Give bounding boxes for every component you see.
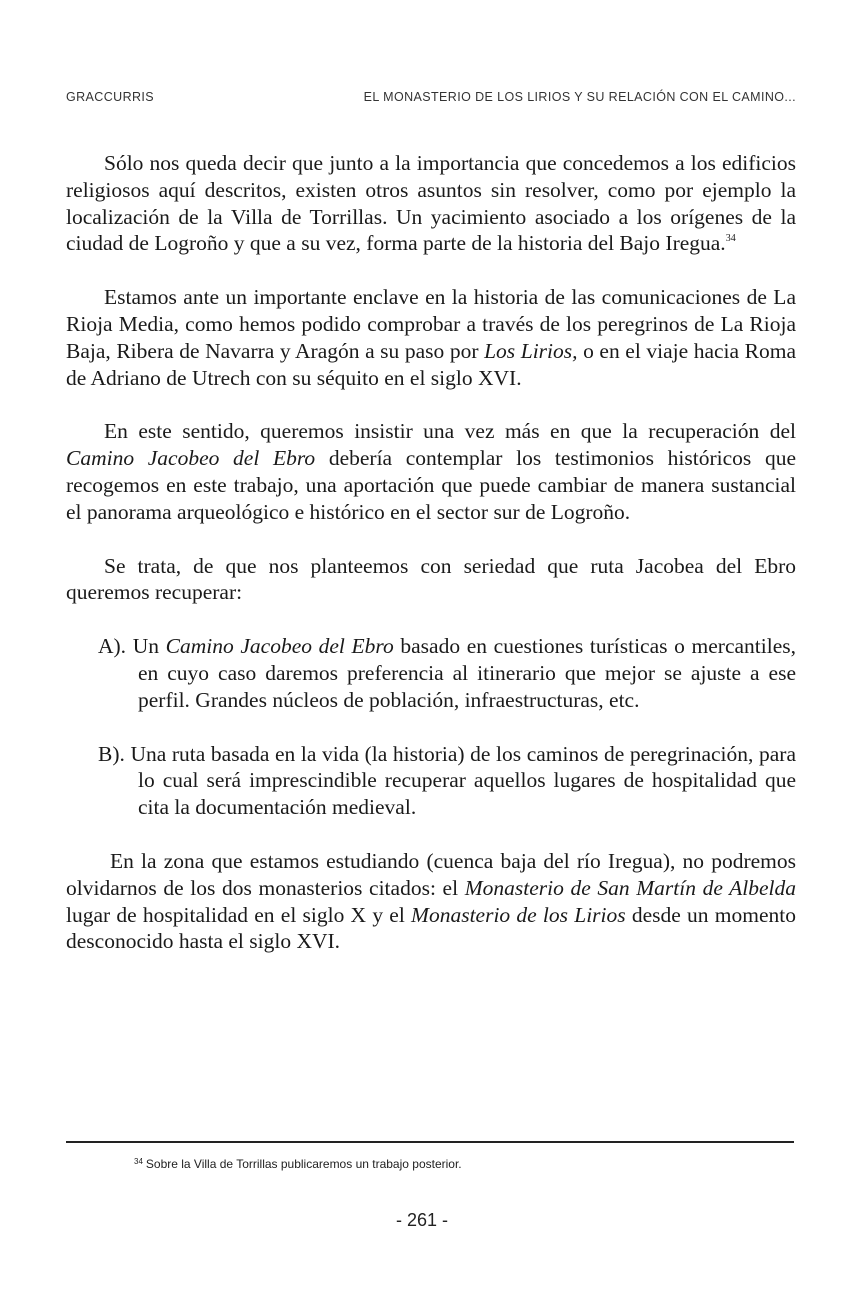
footnote-divider	[66, 1141, 794, 1143]
paragraph-1: Sólo nos queda decir que junto a la importancia que concedemos a los edificios religiosos aquí descritos, existen otros asuntos sin resolver, como por ejemplo la localización de la Villa de Torrillas. Un yacimiento asociado a los orígenes de la ciudad de Logroño y que a su vez, forma parte de la historia del Bajo Iregua.$^{34}$	[66, 151, 796, 256]
list-item-a: A). Un Camino Jacobeo del Ebro basado en cuestiones turísticas o mercantiles, en cuyo caso daremos preferencia al itinerario que mejor se ajuste a ese perfil. Grandes núcleos de población, infraestructuras, etc.	[98, 634, 796, 712]
italic-monastery-name: Monasterio de los Lirios	[411, 902, 626, 927]
list-item-b: B). Una ruta basada en la vida (la historia) de los caminos de peregrinación, para lo cual será imprescindible recuperar aquellos lugares de hospitalidad que cita la documentación medieval.	[98, 741, 796, 820]
footnote-number: 34	[134, 1157, 143, 1166]
page-number: - 261 -	[395, 1210, 449, 1230]
running-header	[66, 90, 796, 104]
paragraph-2: Estamos ante un importante enclave en la historia de las comunicaciones de La Rioja Media, como hemos podido comprobar a través de los peregrinos de La Rioja Baja, Ribera de Navarra y Aragón a su paso por Los Lirios, o en el viaje hacia Roma de Adriano de Utrech con su séquito en el siglo XVI.	[66, 285, 796, 390]
italic-monastery-name: Monasterio de San Martín de Albelda	[464, 875, 796, 900]
paragraph-5: En la zona que estamos estudiando (cuenca baja del río Iregua), no podremos olvidarnos de los dos monasterios citados: el Monasterio de San Martín de Albelda lugar de hospitalidad en el siglo X y el Monasterio de los Lirios desde un momento desconocido hasta el siglo XVI.	[66, 848, 796, 954]
header-journal-name: GRACCURRIS	[66, 90, 155, 104]
footnote	[134, 1157, 462, 1171]
footnote-text: Sobre la Villa de Torrillas publicaremos un trabajo posterior.	[145, 1157, 462, 1171]
italic-route-name: Camino Jacobeo del Ebro	[66, 446, 316, 471]
italic-route-name: Camino Jacobeo del Ebro	[165, 634, 394, 659]
paragraph-4: Se trata, de que nos planteemos con seriedad que ruta Jacobea del Ebro queremos recuperar:	[66, 553, 796, 605]
paragraph-3: En este sentido, queremos insistir una vez más en que la recuperación del Camino Jacobeo del Ebro debería contemplar los testimonios históricos que recogemos en este trabajo, una aportación que puede cambiar de manera sustancial el panorama arqueológico e histórico en el sector sur de Logroño.	[66, 419, 796, 524]
footnote-reference: 34	[725, 233, 736, 245]
italic-place-name: Los Lirios,	[484, 338, 578, 363]
article-body	[66, 150, 796, 955]
header-article-title: EL MONASTERIO DE LOS LIRIOS Y SU RELACIÓN CON EL CAMINO...	[363, 90, 796, 104]
